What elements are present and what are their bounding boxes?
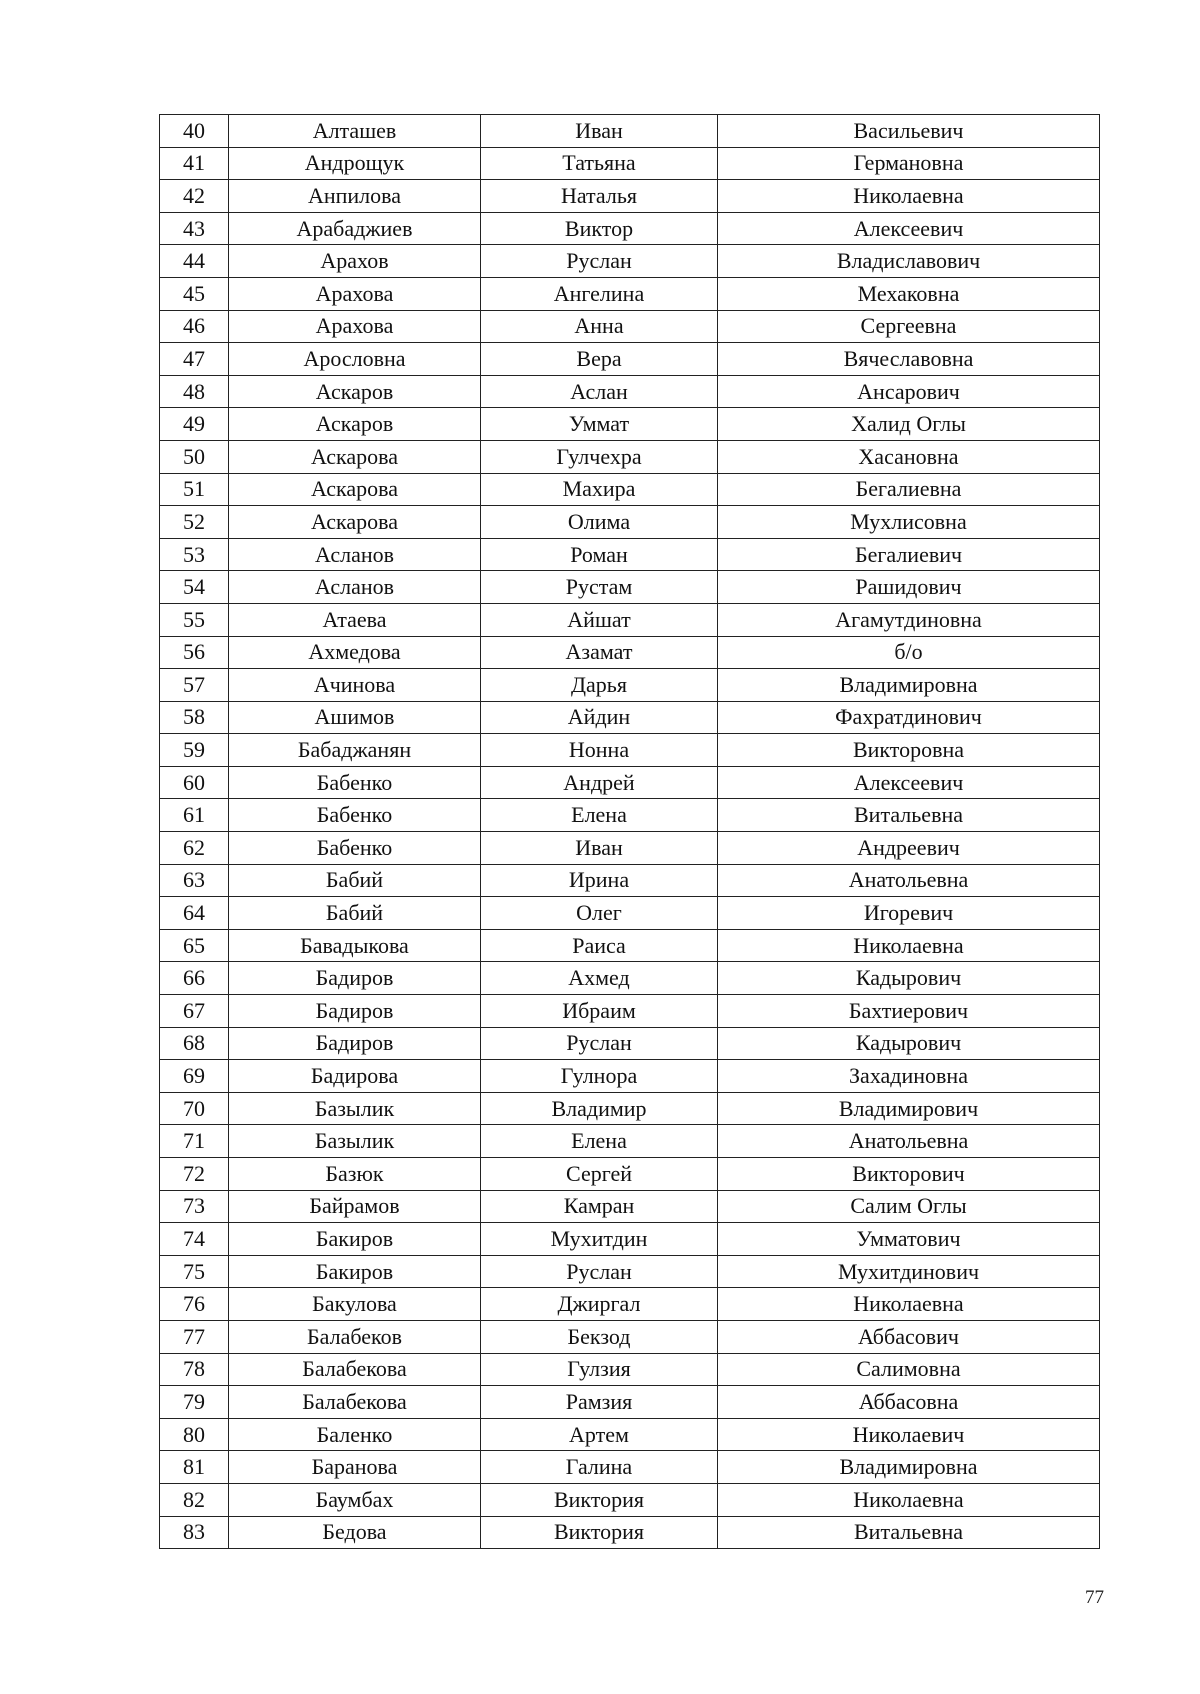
first-name-cell: Дарья bbox=[481, 669, 718, 702]
patronymic-cell: Кадырович bbox=[718, 962, 1100, 995]
table-row bbox=[160, 147, 1100, 180]
patronymic-cell: Халид Оглы bbox=[718, 408, 1100, 441]
last-name-cell: Баумбах bbox=[229, 1483, 481, 1516]
first-name-cell: Олег bbox=[481, 897, 718, 930]
first-name-cell: Ангелина bbox=[481, 277, 718, 310]
last-name-cell: Арословна bbox=[229, 343, 481, 376]
first-name-cell: Уммат bbox=[481, 408, 718, 441]
patronymic-cell: Бахтиерович bbox=[718, 995, 1100, 1028]
row-number-cell: 67 bbox=[160, 995, 229, 1028]
table-row bbox=[160, 1451, 1100, 1484]
first-name-cell: Джиргал bbox=[481, 1288, 718, 1321]
last-name-cell: Базюк bbox=[229, 1158, 481, 1191]
table-row bbox=[160, 734, 1100, 767]
patronymic-cell: Витальевна bbox=[718, 799, 1100, 832]
row-number-cell: 78 bbox=[160, 1353, 229, 1386]
table-row bbox=[160, 1255, 1100, 1288]
row-number-cell: 65 bbox=[160, 929, 229, 962]
first-name-cell: Айшат bbox=[481, 603, 718, 636]
table-row bbox=[160, 962, 1100, 995]
row-number-cell: 54 bbox=[160, 571, 229, 604]
table-row bbox=[160, 799, 1100, 832]
last-name-cell: Андрощук bbox=[229, 147, 481, 180]
table-row bbox=[160, 1190, 1100, 1223]
last-name-cell: Бадиров bbox=[229, 962, 481, 995]
last-name-cell: Арахов bbox=[229, 245, 481, 278]
table-row bbox=[160, 212, 1100, 245]
last-name-cell: Асланов bbox=[229, 571, 481, 604]
row-number-cell: 75 bbox=[160, 1255, 229, 1288]
row-number-cell: 59 bbox=[160, 734, 229, 767]
first-name-cell: Андрей bbox=[481, 766, 718, 799]
row-number-cell: 74 bbox=[160, 1223, 229, 1256]
patronymic-cell: Анатольевна bbox=[718, 1125, 1100, 1158]
last-name-cell: Бедова bbox=[229, 1516, 481, 1549]
patronymic-cell: Кадырович bbox=[718, 1027, 1100, 1060]
row-number-cell: 51 bbox=[160, 473, 229, 506]
patronymic-cell: Бегалиевна bbox=[718, 473, 1100, 506]
row-number-cell: 68 bbox=[160, 1027, 229, 1060]
patronymic-cell: Германовна bbox=[718, 147, 1100, 180]
row-number-cell: 61 bbox=[160, 799, 229, 832]
table-row bbox=[160, 375, 1100, 408]
table-row bbox=[160, 180, 1100, 213]
patronymic-cell: Ансарович bbox=[718, 375, 1100, 408]
table-row bbox=[160, 571, 1100, 604]
table-row bbox=[160, 766, 1100, 799]
table-row bbox=[160, 538, 1100, 571]
page-number: 77 bbox=[1085, 1587, 1104, 1608]
patronymic-cell: б/о bbox=[718, 636, 1100, 669]
last-name-cell: Бадиров bbox=[229, 995, 481, 1028]
last-name-cell: Балабекова bbox=[229, 1386, 481, 1419]
table-row bbox=[160, 897, 1100, 930]
patronymic-cell: Мехаковна bbox=[718, 277, 1100, 310]
last-name-cell: Бабенко bbox=[229, 799, 481, 832]
last-name-cell: Аскаров bbox=[229, 375, 481, 408]
table-row bbox=[160, 1516, 1100, 1549]
row-number-cell: 42 bbox=[160, 180, 229, 213]
table-row bbox=[160, 245, 1100, 278]
row-number-cell: 52 bbox=[160, 506, 229, 539]
last-name-cell: Бабаджанян bbox=[229, 734, 481, 767]
table-row bbox=[160, 1288, 1100, 1321]
patronymic-cell: Васильевич bbox=[718, 115, 1100, 148]
last-name-cell: Базылик bbox=[229, 1125, 481, 1158]
patronymic-cell: Владимировна bbox=[718, 669, 1100, 702]
last-name-cell: Бабенко bbox=[229, 832, 481, 865]
table-row bbox=[160, 277, 1100, 310]
table-row bbox=[160, 1320, 1100, 1353]
row-number-cell: 45 bbox=[160, 277, 229, 310]
row-number-cell: 76 bbox=[160, 1288, 229, 1321]
patronymic-cell: Витальевна bbox=[718, 1516, 1100, 1549]
patronymic-cell: Николаевна bbox=[718, 180, 1100, 213]
first-name-cell: Анна bbox=[481, 310, 718, 343]
last-name-cell: Ачинова bbox=[229, 669, 481, 702]
row-number-cell: 57 bbox=[160, 669, 229, 702]
first-name-cell: Аслан bbox=[481, 375, 718, 408]
patronymic-cell: Умматович bbox=[718, 1223, 1100, 1256]
row-number-cell: 60 bbox=[160, 766, 229, 799]
last-name-cell: Байрамов bbox=[229, 1190, 481, 1223]
last-name-cell: Баленко bbox=[229, 1418, 481, 1451]
table-row bbox=[160, 343, 1100, 376]
last-name-cell: Атаева bbox=[229, 603, 481, 636]
first-name-cell: Иван bbox=[481, 832, 718, 865]
first-name-cell: Виктория bbox=[481, 1483, 718, 1516]
row-number-cell: 70 bbox=[160, 1092, 229, 1125]
table-row bbox=[160, 1353, 1100, 1386]
patronymic-cell: Салим Оглы bbox=[718, 1190, 1100, 1223]
last-name-cell: Бакиров bbox=[229, 1223, 481, 1256]
row-number-cell: 58 bbox=[160, 701, 229, 734]
row-number-cell: 48 bbox=[160, 375, 229, 408]
row-number-cell: 64 bbox=[160, 897, 229, 930]
table-body bbox=[160, 115, 1100, 1549]
last-name-cell: Асланов bbox=[229, 538, 481, 571]
patronymic-cell: Сергеевна bbox=[718, 310, 1100, 343]
first-name-cell: Рустам bbox=[481, 571, 718, 604]
row-number-cell: 55 bbox=[160, 603, 229, 636]
last-name-cell: Балабекова bbox=[229, 1353, 481, 1386]
patronymic-cell: Мухлисовна bbox=[718, 506, 1100, 539]
table-row bbox=[160, 701, 1100, 734]
patronymic-cell: Бегалиевич bbox=[718, 538, 1100, 571]
patronymic-cell: Викторовна bbox=[718, 734, 1100, 767]
table-row bbox=[160, 1125, 1100, 1158]
first-name-cell: Махира bbox=[481, 473, 718, 506]
first-name-cell: Руслан bbox=[481, 245, 718, 278]
table-row bbox=[160, 1386, 1100, 1419]
row-number-cell: 53 bbox=[160, 538, 229, 571]
row-number-cell: 72 bbox=[160, 1158, 229, 1191]
row-number-cell: 71 bbox=[160, 1125, 229, 1158]
first-name-cell: Камран bbox=[481, 1190, 718, 1223]
row-number-cell: 43 bbox=[160, 212, 229, 245]
last-name-cell: Анпилова bbox=[229, 180, 481, 213]
table-row bbox=[160, 995, 1100, 1028]
first-name-cell: Гулчехра bbox=[481, 440, 718, 473]
last-name-cell: Бадирова bbox=[229, 1060, 481, 1093]
patronymic-cell: Агамутдиновна bbox=[718, 603, 1100, 636]
table-row bbox=[160, 864, 1100, 897]
row-number-cell: 49 bbox=[160, 408, 229, 441]
last-name-cell: Бабенко bbox=[229, 766, 481, 799]
table-row bbox=[160, 636, 1100, 669]
table-row bbox=[160, 832, 1100, 865]
patronymic-cell: Мухитдинович bbox=[718, 1255, 1100, 1288]
row-number-cell: 50 bbox=[160, 440, 229, 473]
first-name-cell: Роман bbox=[481, 538, 718, 571]
table-row bbox=[160, 115, 1100, 148]
patronymic-cell: Николаевна bbox=[718, 1288, 1100, 1321]
first-name-cell: Мухитдин bbox=[481, 1223, 718, 1256]
last-name-cell: Алташев bbox=[229, 115, 481, 148]
first-name-cell: Айдин bbox=[481, 701, 718, 734]
last-name-cell: Баранова bbox=[229, 1451, 481, 1484]
first-name-cell: Виктор bbox=[481, 212, 718, 245]
last-name-cell: Бавадыкова bbox=[229, 929, 481, 962]
table-row bbox=[160, 1158, 1100, 1191]
last-name-cell: Ахмедова bbox=[229, 636, 481, 669]
patronymic-cell: Салимовна bbox=[718, 1353, 1100, 1386]
last-name-cell: Бабий bbox=[229, 897, 481, 930]
table-row bbox=[160, 669, 1100, 702]
row-number-cell: 69 bbox=[160, 1060, 229, 1093]
table-row bbox=[160, 1027, 1100, 1060]
patronymic-cell: Анатольевна bbox=[718, 864, 1100, 897]
row-number-cell: 44 bbox=[160, 245, 229, 278]
first-name-cell: Виктория bbox=[481, 1516, 718, 1549]
first-name-cell: Артем bbox=[481, 1418, 718, 1451]
first-name-cell: Рамзия bbox=[481, 1386, 718, 1419]
last-name-cell: Арахова bbox=[229, 277, 481, 310]
last-name-cell: Аскарова bbox=[229, 506, 481, 539]
first-name-cell: Ирина bbox=[481, 864, 718, 897]
last-name-cell: Аскарова bbox=[229, 440, 481, 473]
table-row bbox=[160, 473, 1100, 506]
patronymic-cell: Алексеевич bbox=[718, 212, 1100, 245]
row-number-cell: 46 bbox=[160, 310, 229, 343]
patronymic-cell: Фахратдинович bbox=[718, 701, 1100, 734]
row-number-cell: 41 bbox=[160, 147, 229, 180]
patronymic-cell: Аббасовна bbox=[718, 1386, 1100, 1419]
first-name-cell: Владимир bbox=[481, 1092, 718, 1125]
row-number-cell: 81 bbox=[160, 1451, 229, 1484]
patronymic-cell: Николаевна bbox=[718, 929, 1100, 962]
first-name-cell: Наталья bbox=[481, 180, 718, 213]
table-row bbox=[160, 1060, 1100, 1093]
patronymic-cell: Аббасович bbox=[718, 1320, 1100, 1353]
last-name-cell: Базылик bbox=[229, 1092, 481, 1125]
patronymic-cell: Игоревич bbox=[718, 897, 1100, 930]
last-name-cell: Ашимов bbox=[229, 701, 481, 734]
first-name-cell: Руслан bbox=[481, 1027, 718, 1060]
patronymic-cell: Захадиновна bbox=[718, 1060, 1100, 1093]
first-name-cell: Раиса bbox=[481, 929, 718, 962]
patronymic-cell: Викторович bbox=[718, 1158, 1100, 1191]
first-name-cell: Гулнора bbox=[481, 1060, 718, 1093]
row-number-cell: 63 bbox=[160, 864, 229, 897]
table-row bbox=[160, 1418, 1100, 1451]
row-number-cell: 82 bbox=[160, 1483, 229, 1516]
row-number-cell: 73 bbox=[160, 1190, 229, 1223]
row-number-cell: 62 bbox=[160, 832, 229, 865]
last-name-cell: Аскарова bbox=[229, 473, 481, 506]
last-name-cell: Бакиров bbox=[229, 1255, 481, 1288]
table-row bbox=[160, 929, 1100, 962]
first-name-cell: Ахмед bbox=[481, 962, 718, 995]
last-name-cell: Арахова bbox=[229, 310, 481, 343]
row-number-cell: 47 bbox=[160, 343, 229, 376]
table-row bbox=[160, 1092, 1100, 1125]
table-row bbox=[160, 408, 1100, 441]
patronymic-cell: Владиславович bbox=[718, 245, 1100, 278]
first-name-cell: Галина bbox=[481, 1451, 718, 1484]
first-name-cell: Гулзия bbox=[481, 1353, 718, 1386]
table-row bbox=[160, 1223, 1100, 1256]
patronymic-cell: Владимировна bbox=[718, 1451, 1100, 1484]
row-number-cell: 77 bbox=[160, 1320, 229, 1353]
first-name-cell: Сергей bbox=[481, 1158, 718, 1191]
patronymic-cell: Алексеевич bbox=[718, 766, 1100, 799]
patronymic-cell: Хасановна bbox=[718, 440, 1100, 473]
patronymic-cell: Владимирович bbox=[718, 1092, 1100, 1125]
first-name-cell: Руслан bbox=[481, 1255, 718, 1288]
patronymic-cell: Николаевич bbox=[718, 1418, 1100, 1451]
first-name-cell: Иван bbox=[481, 115, 718, 148]
last-name-cell: Бадиров bbox=[229, 1027, 481, 1060]
last-name-cell: Бакулова bbox=[229, 1288, 481, 1321]
first-name-cell: Бекзод bbox=[481, 1320, 718, 1353]
patronymic-cell: Вячеславовна bbox=[718, 343, 1100, 376]
patronymic-cell: Андреевич bbox=[718, 832, 1100, 865]
first-name-cell: Елена bbox=[481, 1125, 718, 1158]
row-number-cell: 56 bbox=[160, 636, 229, 669]
last-name-cell: Бабий bbox=[229, 864, 481, 897]
patronymic-cell: Николаевна bbox=[718, 1483, 1100, 1516]
first-name-cell: Татьяна bbox=[481, 147, 718, 180]
table-row bbox=[160, 603, 1100, 636]
patronymic-cell: Рашидович bbox=[718, 571, 1100, 604]
row-number-cell: 83 bbox=[160, 1516, 229, 1549]
table-row bbox=[160, 440, 1100, 473]
table-row bbox=[160, 310, 1100, 343]
first-name-cell: Елена bbox=[481, 799, 718, 832]
last-name-cell: Арабаджиев bbox=[229, 212, 481, 245]
first-name-cell: Вера bbox=[481, 343, 718, 376]
row-number-cell: 79 bbox=[160, 1386, 229, 1419]
name-list-table-container bbox=[159, 114, 1099, 1549]
table-row bbox=[160, 506, 1100, 539]
row-number-cell: 80 bbox=[160, 1418, 229, 1451]
first-name-cell: Нонна bbox=[481, 734, 718, 767]
row-number-cell: 40 bbox=[160, 115, 229, 148]
first-name-cell: Азамат bbox=[481, 636, 718, 669]
table-row bbox=[160, 1483, 1100, 1516]
last-name-cell: Балабеков bbox=[229, 1320, 481, 1353]
first-name-cell: Ибраим bbox=[481, 995, 718, 1028]
first-name-cell: Олима bbox=[481, 506, 718, 539]
row-number-cell: 66 bbox=[160, 962, 229, 995]
name-list-table bbox=[159, 114, 1100, 1549]
last-name-cell: Аскаров bbox=[229, 408, 481, 441]
